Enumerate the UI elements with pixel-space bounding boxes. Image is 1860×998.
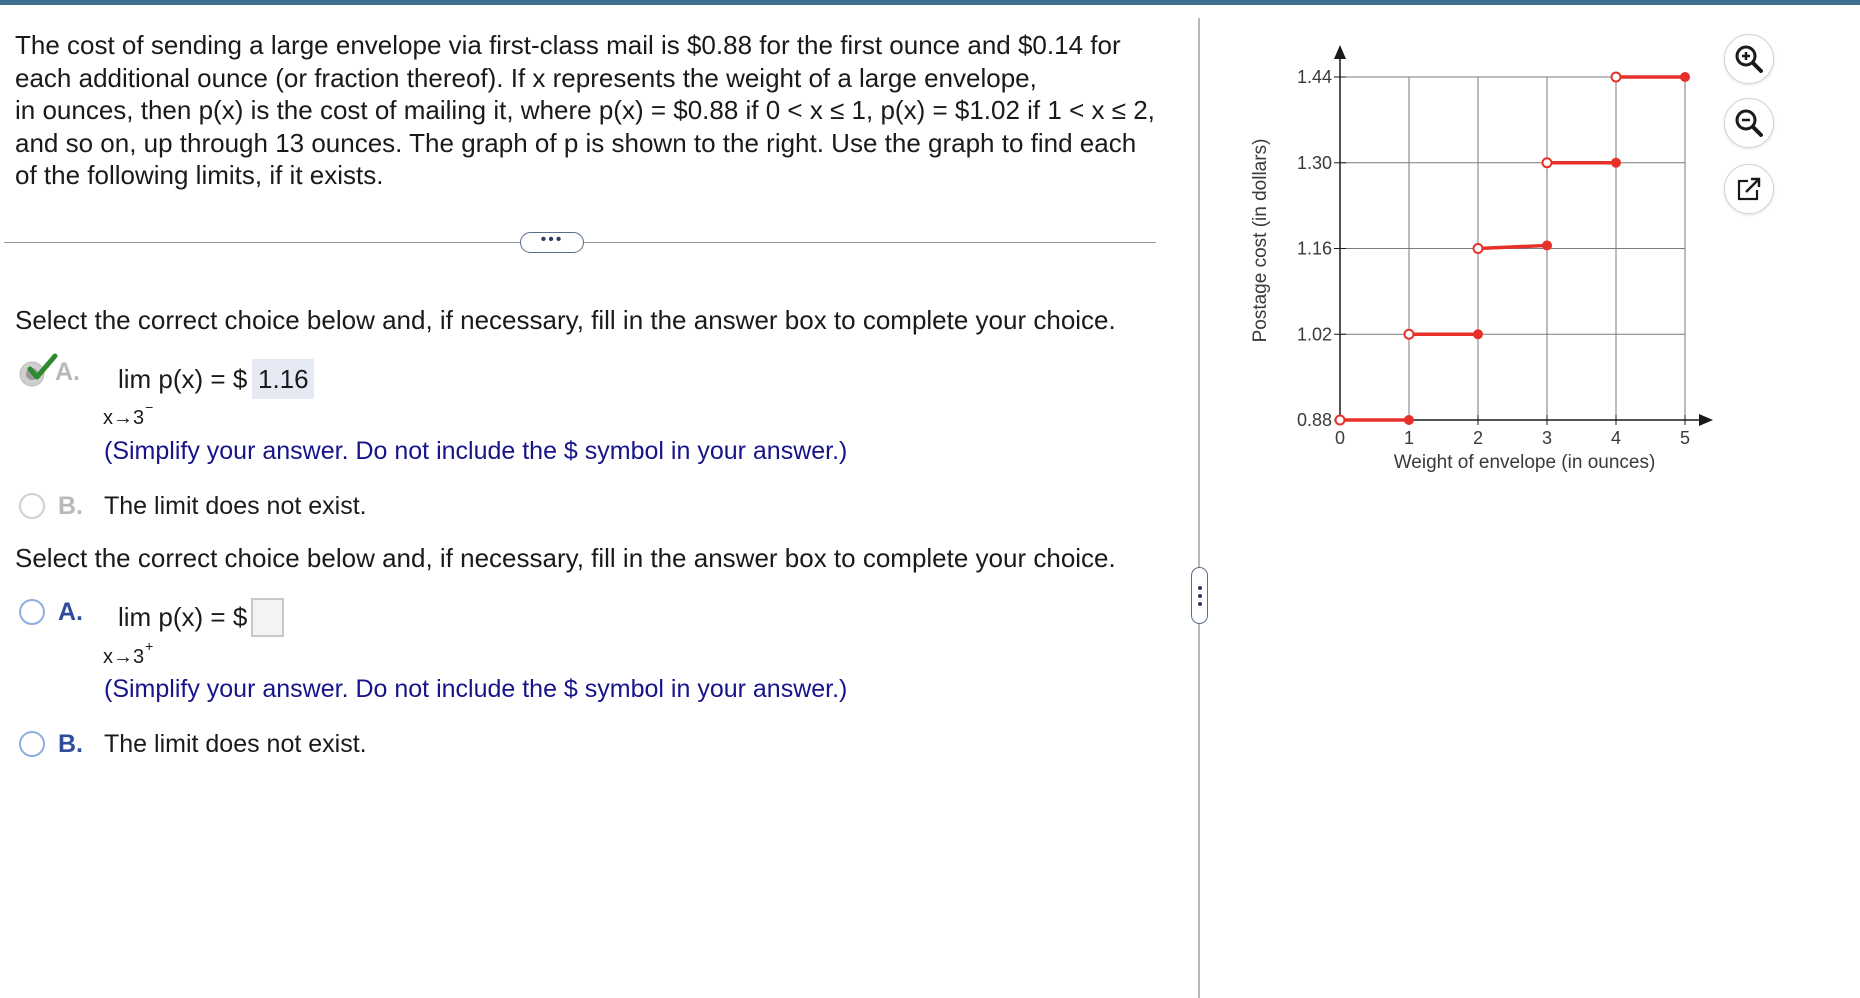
postage-step-graph	[1240, 38, 1760, 498]
question-2-choice-a-letter: A.	[58, 598, 83, 626]
x-tick-label: 2	[1472, 428, 1484, 448]
splitter-handle[interactable]	[1191, 567, 1208, 624]
limit-approach: x→3	[103, 407, 145, 429]
zoom-out-button[interactable]	[1724, 98, 1774, 148]
panel-splitter[interactable]	[1198, 18, 1200, 998]
x-tick-label: 0	[1334, 428, 1346, 448]
problem-line: each additional ounce (or fraction thereof). If x represents the weight of a large envelope,	[15, 62, 1037, 93]
y-axis-arrow	[1334, 45, 1346, 59]
expand-divider-button[interactable]	[520, 232, 584, 253]
question-1-choice-b-letter: B.	[58, 492, 83, 520]
question-1-choice-b-text: The limit does not exist.	[104, 492, 367, 520]
question-2-limit-subscript	[103, 638, 154, 669]
pop-out-button[interactable]	[1724, 164, 1774, 214]
limit-approach: x→3	[103, 646, 145, 668]
open-endpoint	[1336, 416, 1345, 425]
chart-svg	[1240, 38, 1760, 498]
question-1-choice-b-radio[interactable]	[19, 493, 45, 519]
y-tick-label: 1.16	[1296, 238, 1332, 259]
pop-out-icon	[1734, 174, 1764, 204]
question-1-prompt: Select the correct choice below and, if necessary, fill in the answer box to complete your choice.	[15, 305, 1116, 335]
correct-check-icon	[18, 353, 60, 387]
y-tick-label: 1.30	[1296, 152, 1332, 173]
x-tick-label: 3	[1541, 428, 1553, 448]
question-1-answer-box[interactable]: 1.16	[252, 359, 314, 399]
problem-line: in ounces, then p(x) is the cost of mailing it, where p(x) = $0.88 if 0 < x ≤ 1, p(x) = $1.02 if 1 < x ≤ 2,	[15, 95, 1155, 125]
open-endpoint	[1612, 73, 1621, 82]
problem-line: of the following limits, if it exists.	[15, 160, 384, 190]
y-tick-label: 0.88	[1296, 410, 1332, 430]
closed-endpoint	[1680, 72, 1690, 82]
closed-endpoint	[1404, 415, 1414, 425]
question-2-choice-a-radio[interactable]	[19, 599, 45, 625]
question-2-answer-box[interactable]	[251, 598, 284, 637]
problem-line: The cost of sending a large envelope via first-class mail is $0.88 for the first ounce and $0.14 for	[15, 30, 1121, 60]
question-2-limit-expression: lim p(x) = $	[118, 602, 248, 632]
question-2-prompt: Select the correct choice below and, if necessary, fill in the answer box to complete your choice.	[15, 543, 1116, 573]
x-tick-label: 5	[1679, 428, 1691, 448]
x-tick-label: 4	[1610, 428, 1622, 448]
closed-endpoint	[1542, 240, 1552, 250]
zoom-in-icon	[1733, 43, 1765, 75]
closed-endpoint	[1473, 329, 1483, 339]
open-endpoint	[1543, 158, 1552, 167]
x-axis-arrow	[1699, 414, 1713, 426]
question-2-hint: (Simplify your answer. Do not include the $ symbol in your answer.)	[104, 675, 848, 703]
question-2-choice-b-radio[interactable]	[19, 731, 45, 757]
y-axis-title: Postage cost (in dollars)	[1250, 138, 1271, 343]
question-2-choice-b-letter: B.	[58, 730, 83, 758]
open-endpoint	[1474, 244, 1483, 253]
question-1-limit-expression: lim p(x) = $	[118, 364, 248, 394]
limit-side: −	[145, 399, 154, 415]
question-1-hint: (Simplify your answer. Do not include the $ symbol in your answer.)	[104, 437, 848, 465]
vertical-dots-icon	[1198, 586, 1202, 606]
y-tick-label: 1.02	[1296, 324, 1332, 345]
problem-line: and so on, up through 13 ounces. The graph of p is shown to the right. Use the graph to find each	[15, 127, 1137, 158]
x-tick-label: 1	[1403, 428, 1415, 448]
open-endpoint	[1405, 330, 1414, 339]
limit-side: +	[145, 638, 154, 654]
zoom-out-icon	[1733, 107, 1765, 139]
problem-statement	[15, 29, 1155, 192]
more-icon: •••	[540, 230, 564, 248]
y-tick-label: 1.44	[1296, 67, 1332, 87]
zoom-in-button[interactable]	[1724, 34, 1774, 84]
question-2-choice-b-text: The limit does not exist.	[104, 730, 367, 758]
closed-endpoint	[1611, 158, 1621, 168]
question-1-choice-a-letter: A.	[55, 358, 80, 386]
question-1-limit-subscript	[103, 399, 154, 430]
x-axis-title: Weight of envelope (in ounces)	[1393, 452, 1656, 473]
